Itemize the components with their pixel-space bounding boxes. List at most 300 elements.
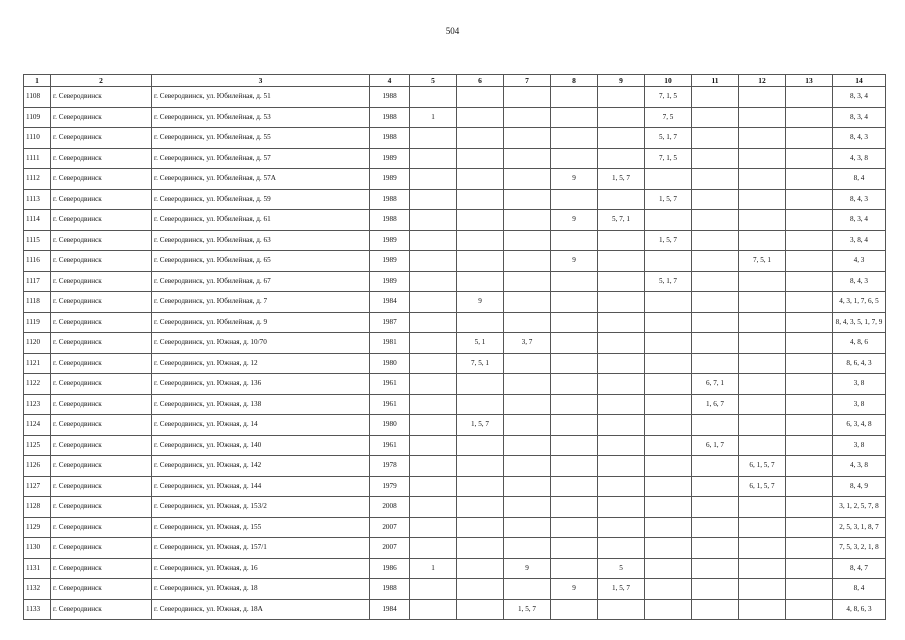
cell-col-6	[457, 435, 504, 456]
cell-col-7	[504, 292, 551, 313]
cell-col-7	[504, 579, 551, 600]
cell-col-7	[504, 148, 551, 169]
cell-year: 1988	[370, 189, 410, 210]
cell-col-11	[692, 538, 739, 559]
cell-col-8	[551, 599, 598, 620]
cell-row-number: 1118	[24, 292, 51, 313]
cell-col-12	[739, 497, 786, 518]
cell-col-12	[739, 210, 786, 231]
cell-col-6	[457, 230, 504, 251]
cell-address: г. Северодвинск, ул. Южная, д. 18	[152, 579, 370, 600]
cell-col-8	[551, 476, 598, 497]
cell-col-5	[410, 476, 457, 497]
cell-year: 1984	[370, 292, 410, 313]
column-header: 12	[739, 75, 786, 87]
table-row	[24, 579, 886, 600]
cell-col-10: 7, 1, 5	[645, 87, 692, 108]
cell-col-5	[410, 251, 457, 272]
cell-col-7	[504, 538, 551, 559]
cell-col-14: 8, 4, 3	[833, 128, 886, 149]
cell-col-10: 1, 5, 7	[645, 230, 692, 251]
cell-row-number: 1123	[24, 394, 51, 415]
cell-col-13	[786, 394, 833, 415]
cell-col-6	[457, 148, 504, 169]
cell-col-8	[551, 230, 598, 251]
cell-col-5	[410, 415, 457, 436]
cell-year: 1984	[370, 599, 410, 620]
cell-col-10	[645, 292, 692, 313]
cell-col-7	[504, 189, 551, 210]
cell-col-6	[457, 189, 504, 210]
cell-col-9	[598, 353, 645, 374]
cell-col-5	[410, 497, 457, 518]
cell-col-7	[504, 251, 551, 272]
cell-row-number: 1132	[24, 579, 51, 600]
cell-address: г. Северодвинск, ул. Южная, д. 157/1	[152, 538, 370, 559]
cell-col-14: 4, 3	[833, 251, 886, 272]
register-table	[23, 74, 886, 620]
cell-year: 1986	[370, 558, 410, 579]
cell-col-11	[692, 558, 739, 579]
cell-col-9	[598, 333, 645, 354]
cell-col-12: 6, 1, 5, 7	[739, 456, 786, 477]
cell-col-6: 5, 1	[457, 333, 504, 354]
cell-col-9	[598, 189, 645, 210]
cell-address: г. Северодвинск, ул. Южная, д. 153/2	[152, 497, 370, 518]
cell-row-number: 1127	[24, 476, 51, 497]
cell-col-11	[692, 87, 739, 108]
cell-year: 1988	[370, 107, 410, 128]
cell-row-number: 1120	[24, 333, 51, 354]
cell-col-12	[739, 538, 786, 559]
cell-col-14: 3, 8	[833, 374, 886, 395]
cell-col-13	[786, 599, 833, 620]
cell-year: 2008	[370, 497, 410, 518]
cell-year: 1961	[370, 435, 410, 456]
cell-year: 1989	[370, 169, 410, 190]
cell-row-number: 1122	[24, 374, 51, 395]
column-header: 1	[24, 75, 51, 87]
cell-col-7	[504, 517, 551, 538]
cell-col-13	[786, 292, 833, 313]
cell-col-7	[504, 353, 551, 374]
cell-row-number: 1112	[24, 169, 51, 190]
cell-col-8: 9	[551, 169, 598, 190]
cell-col-12	[739, 148, 786, 169]
cell-col-10	[645, 333, 692, 354]
cell-col-8	[551, 353, 598, 374]
cell-col-7	[504, 374, 551, 395]
table-row	[24, 87, 886, 108]
cell-col-9	[598, 599, 645, 620]
cell-col-7	[504, 107, 551, 128]
cell-col-9	[598, 374, 645, 395]
column-header: 3	[152, 75, 370, 87]
cell-col-14: 8, 3, 4	[833, 87, 886, 108]
cell-col-9	[598, 292, 645, 313]
cell-col-8	[551, 538, 598, 559]
cell-year: 1981	[370, 333, 410, 354]
cell-address: г. Северодвинск, ул. Южная, д. 140	[152, 435, 370, 456]
cell-col-7	[504, 415, 551, 436]
cell-col-9	[598, 128, 645, 149]
cell-col-6	[457, 210, 504, 231]
cell-settlement: г. Северодвинск	[51, 87, 152, 108]
cell-col-8	[551, 394, 598, 415]
cell-col-7: 9	[504, 558, 551, 579]
cell-col-9	[598, 497, 645, 518]
cell-col-5	[410, 579, 457, 600]
cell-col-11	[692, 353, 739, 374]
cell-settlement: г. Северодвинск	[51, 415, 152, 436]
table-row	[24, 251, 886, 272]
table-row	[24, 312, 886, 333]
cell-col-10: 5, 1, 7	[645, 128, 692, 149]
cell-row-number: 1128	[24, 497, 51, 518]
cell-col-14: 4, 3, 8	[833, 456, 886, 477]
cell-col-8	[551, 148, 598, 169]
table-row	[24, 558, 886, 579]
cell-col-10	[645, 394, 692, 415]
cell-col-10: 7, 5	[645, 107, 692, 128]
cell-address: г. Северодвинск, ул. Юбилейная, д. 67	[152, 271, 370, 292]
table-row	[24, 394, 886, 415]
cell-year: 1988	[370, 128, 410, 149]
cell-col-14: 3, 1, 2, 5, 7, 8	[833, 497, 886, 518]
cell-row-number: 1111	[24, 148, 51, 169]
cell-year: 1961	[370, 374, 410, 395]
cell-col-6	[457, 312, 504, 333]
cell-col-8	[551, 312, 598, 333]
column-header: 13	[786, 75, 833, 87]
cell-col-6	[457, 169, 504, 190]
cell-col-13	[786, 128, 833, 149]
column-header: 9	[598, 75, 645, 87]
cell-row-number: 1114	[24, 210, 51, 231]
column-header: 14	[833, 75, 886, 87]
cell-settlement: г. Северодвинск	[51, 579, 152, 600]
cell-col-13	[786, 558, 833, 579]
cell-settlement: г. Северодвинск	[51, 435, 152, 456]
cell-col-9: 1, 5, 7	[598, 169, 645, 190]
cell-col-13	[786, 210, 833, 231]
cell-col-11	[692, 579, 739, 600]
cell-col-8	[551, 87, 598, 108]
cell-col-6	[457, 558, 504, 579]
cell-col-11	[692, 312, 739, 333]
cell-col-6: 7, 5, 1	[457, 353, 504, 374]
cell-col-8	[551, 271, 598, 292]
cell-col-14: 2, 5, 3, 1, 8, 7	[833, 517, 886, 538]
table-row	[24, 476, 886, 497]
cell-col-14: 4, 8, 6	[833, 333, 886, 354]
cell-row-number: 1129	[24, 517, 51, 538]
cell-address: г. Северодвинск, ул. Южная, д. 12	[152, 353, 370, 374]
cell-address: г. Северодвинск, ул. Юбилейная, д. 65	[152, 251, 370, 272]
table-row	[24, 456, 886, 477]
cell-col-5	[410, 271, 457, 292]
cell-col-14: 8, 4, 9	[833, 476, 886, 497]
cell-col-12	[739, 312, 786, 333]
cell-row-number: 1117	[24, 271, 51, 292]
cell-col-8	[551, 456, 598, 477]
cell-col-10	[645, 251, 692, 272]
cell-settlement: г. Северодвинск	[51, 107, 152, 128]
cell-col-10	[645, 497, 692, 518]
cell-year: 1978	[370, 456, 410, 477]
cell-col-8	[551, 107, 598, 128]
cell-settlement: г. Северодвинск	[51, 394, 152, 415]
table-row	[24, 107, 886, 128]
cell-address: г. Северодвинск, ул. Юбилейная, д. 9	[152, 312, 370, 333]
cell-year: 2007	[370, 538, 410, 559]
cell-settlement: г. Северодвинск	[51, 271, 152, 292]
cell-col-11	[692, 169, 739, 190]
cell-col-13	[786, 107, 833, 128]
cell-col-10	[645, 415, 692, 436]
cell-col-11	[692, 292, 739, 313]
cell-col-14: 8, 4, 3, 5, 1, 7, 9	[833, 312, 886, 333]
cell-col-8	[551, 558, 598, 579]
cell-address: г. Северодвинск, ул. Юбилейная, д. 59	[152, 189, 370, 210]
cell-col-5	[410, 394, 457, 415]
cell-col-6	[457, 517, 504, 538]
cell-settlement: г. Северодвинск	[51, 210, 152, 231]
cell-col-7	[504, 476, 551, 497]
cell-year: 1961	[370, 394, 410, 415]
cell-col-7	[504, 312, 551, 333]
cell-col-11	[692, 107, 739, 128]
cell-col-11	[692, 333, 739, 354]
cell-address: г. Северодвинск, ул. Южная, д. 10/70	[152, 333, 370, 354]
cell-settlement: г. Северодвинск	[51, 374, 152, 395]
table-row	[24, 333, 886, 354]
cell-col-10	[645, 435, 692, 456]
cell-col-14: 8, 4, 3	[833, 271, 886, 292]
cell-col-8	[551, 497, 598, 518]
cell-col-10	[645, 538, 692, 559]
cell-col-12	[739, 374, 786, 395]
column-header: 5	[410, 75, 457, 87]
cell-address: г. Северодвинск, ул. Южная, д. 142	[152, 456, 370, 477]
cell-col-13	[786, 497, 833, 518]
cell-settlement: г. Северодвинск	[51, 497, 152, 518]
cell-row-number: 1119	[24, 312, 51, 333]
cell-col-12	[739, 271, 786, 292]
cell-address: г. Северодвинск, ул. Южная, д. 144	[152, 476, 370, 497]
cell-col-9: 5	[598, 558, 645, 579]
cell-col-6	[457, 579, 504, 600]
cell-col-13	[786, 230, 833, 251]
cell-year: 1980	[370, 353, 410, 374]
cell-col-7	[504, 497, 551, 518]
cell-col-8: 9	[551, 210, 598, 231]
cell-row-number: 1133	[24, 599, 51, 620]
cell-col-6	[457, 476, 504, 497]
cell-col-7	[504, 210, 551, 231]
table-row	[24, 353, 886, 374]
cell-col-5	[410, 599, 457, 620]
cell-col-7: 3, 7	[504, 333, 551, 354]
cell-col-5	[410, 148, 457, 169]
cell-address: г. Северодвинск, ул. Юбилейная, д. 55	[152, 128, 370, 149]
page-number: 504	[445, 26, 460, 36]
cell-col-14: 8, 4	[833, 579, 886, 600]
cell-col-14: 8, 3, 4	[833, 107, 886, 128]
column-header: 2	[51, 75, 152, 87]
cell-address: г. Северодвинск, ул. Южная, д. 155	[152, 517, 370, 538]
cell-col-10	[645, 374, 692, 395]
table-row	[24, 148, 886, 169]
table-row	[24, 189, 886, 210]
cell-year: 1988	[370, 210, 410, 231]
cell-col-10	[645, 312, 692, 333]
cell-col-8	[551, 292, 598, 313]
cell-col-13	[786, 148, 833, 169]
column-header: 4	[370, 75, 410, 87]
cell-col-7: 1, 5, 7	[504, 599, 551, 620]
table-row	[24, 374, 886, 395]
cell-settlement: г. Северодвинск	[51, 312, 152, 333]
cell-row-number: 1126	[24, 456, 51, 477]
cell-row-number: 1108	[24, 87, 51, 108]
cell-col-6: 1, 5, 7	[457, 415, 504, 436]
cell-col-7	[504, 435, 551, 456]
cell-col-5	[410, 128, 457, 149]
cell-col-5	[410, 353, 457, 374]
cell-col-5	[410, 169, 457, 190]
cell-col-8	[551, 374, 598, 395]
cell-year: 1979	[370, 476, 410, 497]
cell-col-7	[504, 271, 551, 292]
cell-year: 1989	[370, 230, 410, 251]
cell-col-12	[739, 169, 786, 190]
cell-col-8	[551, 189, 598, 210]
cell-col-9: 5, 7, 1	[598, 210, 645, 231]
cell-col-12	[739, 517, 786, 538]
cell-col-14: 3, 8, 4	[833, 230, 886, 251]
cell-col-11	[692, 128, 739, 149]
table-row	[24, 415, 886, 436]
cell-col-11	[692, 189, 739, 210]
cell-col-10	[645, 558, 692, 579]
header-row	[24, 75, 886, 87]
cell-col-11: 1, 6, 7	[692, 394, 739, 415]
cell-col-13	[786, 251, 833, 272]
cell-row-number: 1113	[24, 189, 51, 210]
cell-col-13	[786, 538, 833, 559]
cell-col-12: 7, 5, 1	[739, 251, 786, 272]
cell-col-6	[457, 374, 504, 395]
cell-col-14: 3, 8	[833, 394, 886, 415]
cell-col-10	[645, 517, 692, 538]
cell-col-11	[692, 271, 739, 292]
cell-col-10	[645, 210, 692, 231]
table-row	[24, 292, 886, 313]
cell-col-5	[410, 230, 457, 251]
cell-row-number: 1116	[24, 251, 51, 272]
cell-row-number: 1125	[24, 435, 51, 456]
cell-col-12	[739, 189, 786, 210]
cell-col-8	[551, 517, 598, 538]
cell-address: г. Северодвинск, ул. Юбилейная, д. 53	[152, 107, 370, 128]
column-header: 8	[551, 75, 598, 87]
cell-col-5	[410, 292, 457, 313]
cell-col-9	[598, 251, 645, 272]
cell-col-10	[645, 579, 692, 600]
table-row	[24, 169, 886, 190]
column-header: 7	[504, 75, 551, 87]
cell-col-11	[692, 415, 739, 436]
cell-col-14: 8, 6, 4, 3	[833, 353, 886, 374]
cell-col-9	[598, 456, 645, 477]
cell-col-14: 4, 3, 1, 7, 6, 5	[833, 292, 886, 313]
cell-col-6	[457, 251, 504, 272]
cell-col-11	[692, 476, 739, 497]
cell-address: г. Северодвинск, ул. Южная, д. 14	[152, 415, 370, 436]
cell-col-10	[645, 456, 692, 477]
cell-col-12	[739, 415, 786, 436]
cell-col-13	[786, 517, 833, 538]
cell-row-number: 1115	[24, 230, 51, 251]
cell-settlement: г. Северодвинск	[51, 292, 152, 313]
table-row	[24, 538, 886, 559]
cell-settlement: г. Северодвинск	[51, 558, 152, 579]
cell-row-number: 1131	[24, 558, 51, 579]
table-row	[24, 230, 886, 251]
table-row	[24, 271, 886, 292]
cell-year: 1988	[370, 579, 410, 600]
cell-row-number: 1124	[24, 415, 51, 436]
cell-col-6	[457, 107, 504, 128]
cell-col-10: 7, 1, 5	[645, 148, 692, 169]
cell-col-14: 8, 3, 4	[833, 210, 886, 231]
cell-col-9	[598, 394, 645, 415]
cell-col-6	[457, 394, 504, 415]
cell-col-10	[645, 169, 692, 190]
cell-col-9	[598, 230, 645, 251]
cell-col-13	[786, 87, 833, 108]
cell-col-9	[598, 271, 645, 292]
cell-col-8	[551, 128, 598, 149]
cell-row-number: 1121	[24, 353, 51, 374]
cell-settlement: г. Северодвинск	[51, 517, 152, 538]
cell-col-14: 3, 8	[833, 435, 886, 456]
cell-col-12	[739, 292, 786, 313]
cell-col-5	[410, 210, 457, 231]
cell-col-13	[786, 271, 833, 292]
table-row	[24, 517, 886, 538]
cell-col-9	[598, 107, 645, 128]
cell-settlement: г. Северодвинск	[51, 128, 152, 149]
cell-col-5: 1	[410, 558, 457, 579]
cell-col-7	[504, 128, 551, 149]
cell-settlement: г. Северодвинск	[51, 148, 152, 169]
cell-col-11	[692, 456, 739, 477]
cell-col-13	[786, 169, 833, 190]
cell-col-11: 6, 7, 1	[692, 374, 739, 395]
cell-col-5	[410, 189, 457, 210]
cell-col-14: 4, 8, 6, 3	[833, 599, 886, 620]
cell-col-13	[786, 579, 833, 600]
cell-col-9	[598, 435, 645, 456]
cell-col-10: 1, 5, 7	[645, 189, 692, 210]
cell-col-11	[692, 599, 739, 620]
cell-address: г. Северодвинск, ул. Южная, д. 136	[152, 374, 370, 395]
cell-col-6	[457, 497, 504, 518]
cell-col-5	[410, 517, 457, 538]
cell-address: г. Северодвинск, ул. Юбилейная, д. 57	[152, 148, 370, 169]
